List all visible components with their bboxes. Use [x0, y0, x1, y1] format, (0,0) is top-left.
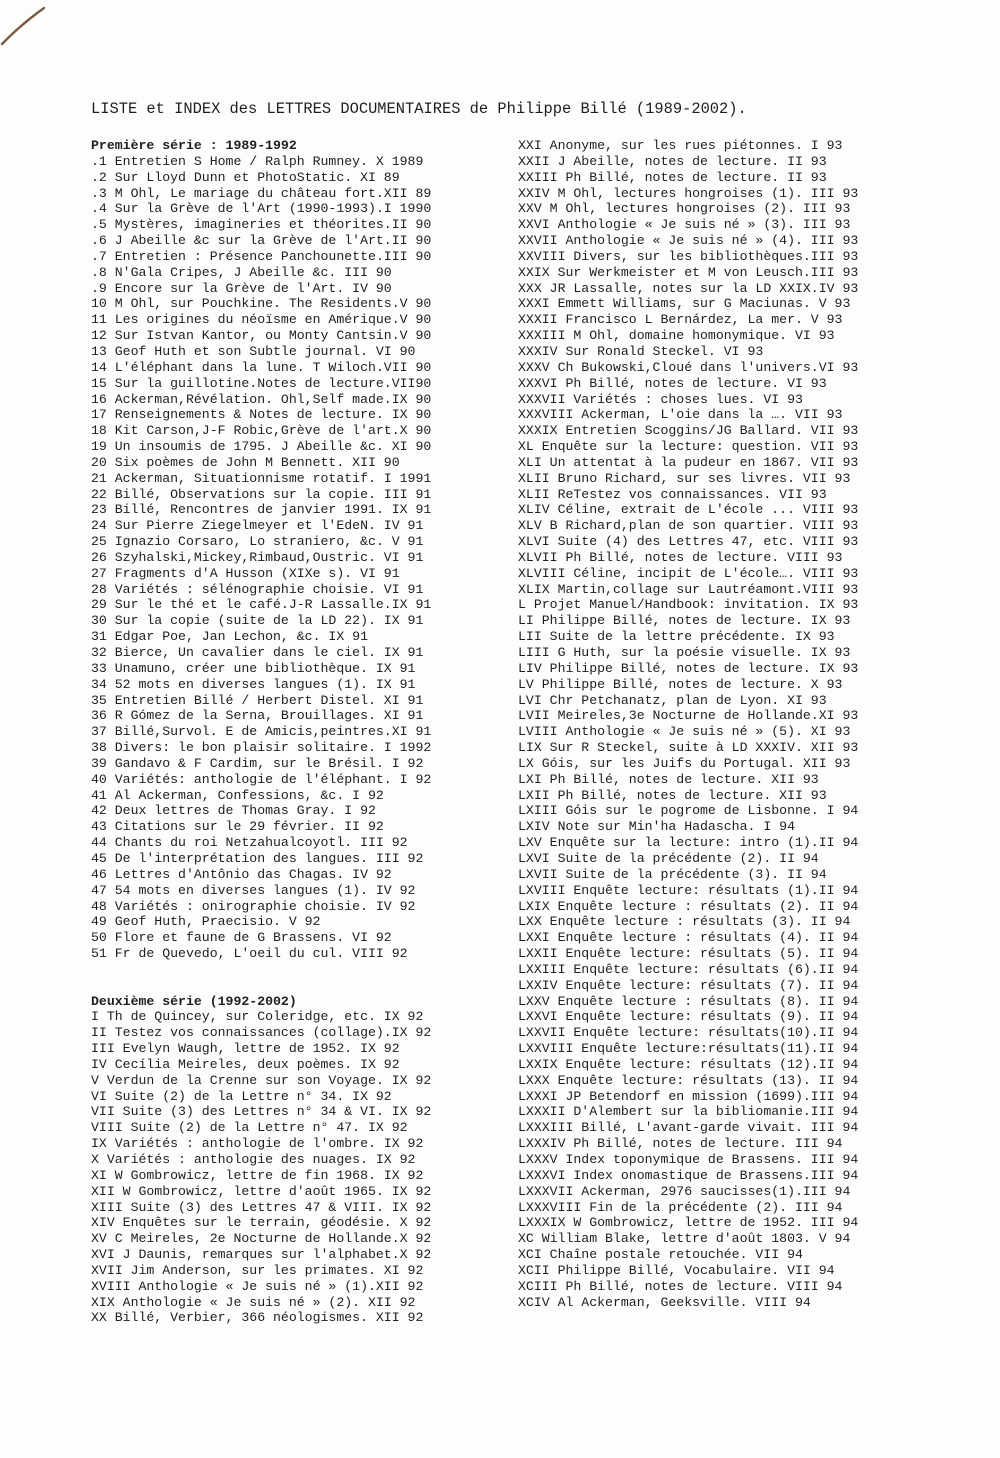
- list-item: 40 Variétés: anthologie de l'éléphant. I 92: [91, 771, 432, 787]
- list-item: LXIX Enquête lecture : résultats (2). II 94: [518, 898, 859, 914]
- list-item: XLI Un attentat à la pudeur en 1867. VII 93: [518, 454, 859, 470]
- list-item: 19 Un insoumis de 1795. J Abeille &c. XI 90: [91, 439, 432, 455]
- list-item: XI W Gombrowicz, lettre de fin 1968. IX 92: [91, 1167, 424, 1183]
- list-item: LXI Ph Billé, notes de lecture. XII 93: [518, 771, 819, 787]
- list-item: LXXXVII Ackerman, 2976 saucisses(1).III 94: [518, 1183, 851, 1199]
- section-gap: [91, 962, 491, 994]
- list-item: 15 Sur la guillotine.Notes de lecture.VII90: [91, 375, 432, 391]
- list-item: XXVI Anthologie « Je suis né » (3). III 93: [518, 217, 851, 233]
- list-item: IV Cecília Meireles, deux poèmes. IX 92: [91, 1056, 400, 1072]
- list-item: 43 Citations sur le 29 février. II 92: [91, 819, 384, 835]
- list-item: LXXII Enquête lecture: résultats (5). II 94: [518, 946, 859, 962]
- list-item: XLII Bruno Richard, sur ses livres. VII 93: [518, 470, 851, 486]
- list-item: 10 M Ohl, sur Pouchkine. The Residents.V 90: [91, 296, 432, 312]
- list-item: 27 Fragments d'A Husson (XIXe s). VI 91: [91, 565, 400, 581]
- list-item: XVII Jim Anderson, sur les primates. XI 92: [91, 1262, 424, 1278]
- list-item: LXVI Suite de la précédente (2). II 94: [518, 850, 819, 866]
- list-item: LIII G Huth, sur la poésie visuelle. IX 93: [518, 645, 851, 660]
- list-item: XXIII Ph Billé, notes de lecture. II 93: [518, 169, 827, 185]
- list-item: XXXVI Ph Billé, notes de lecture. VI 93: [518, 375, 827, 391]
- list-item: 17 Renseignements & Notes de lecture. IX 90: [91, 407, 432, 423]
- section-heading-series-2: Deuxième série (1992-2002): [91, 993, 297, 1009]
- list-item: 37 Billé,Survol. E de Amicis,peintres.XI 91: [91, 724, 432, 740]
- list-item: LXXXVI Index onomastique de Brassens.III 94: [518, 1167, 859, 1183]
- list-item: 50 Flore et faune de G Brassens. VI 92: [91, 930, 392, 946]
- list-item: LXXI Enquête lecture : résultats (4). II 94: [518, 930, 859, 946]
- list-item: .2 Sur Lloyd Dunn et PhotoStatic. XI 89: [91, 169, 400, 185]
- list-item: 38 Divers: le bon plaisir solitaire. I 1992: [91, 740, 432, 756]
- list-item: 29 Sur le thé et le café.J-R Lassalle.IX 91: [91, 597, 432, 613]
- list-item: 41 Al Ackerman, Confessions, &c. I 92: [91, 787, 384, 803]
- series-2-list-right: [518, 138, 988, 1310]
- list-item: LXIII Góis sur le pogrome de Lisbonne. I 94: [518, 803, 859, 819]
- list-item: 22 Billé, Observations sur la copie. III 91: [91, 486, 432, 502]
- list-item: XLVIII Céline, incipit de L'école…. VIII 93: [518, 565, 859, 581]
- list-item: XXI Anonyme, sur les rues piétonnes. I 93: [518, 138, 843, 153]
- list-item: III Evelyn Waugh, lettre de 1952. IX 92: [91, 1041, 400, 1057]
- list-item: 45 De l'interprétation des langues. III 92: [91, 850, 424, 866]
- list-item: X Variétés : anthologie des nuages. IX 92: [91, 1152, 416, 1167]
- list-item: .3 M Ohl, Le mariage du château fort.XII 89: [91, 185, 432, 201]
- list-item: I Th de Quincey, sur Coleridge, etc. IX 92: [91, 1009, 424, 1025]
- list-item: LXXXV Index toponymique de Brassens. III 94: [518, 1152, 859, 1167]
- list-item: LV Philippe Billé, notes de lecture. X 93: [518, 676, 843, 692]
- list-item: XXXIX Entretien Scoggins/JG Ballard. VII 93: [518, 423, 859, 439]
- list-item: XXXV Ch Bukowski,Cloué dans l'univers.VI 93: [518, 359, 859, 375]
- list-item: 12 Sur Istvan Kantor, ou Monty Cantsin.V 90: [91, 328, 432, 344]
- series-2-list-left: [91, 1009, 491, 1326]
- list-item: 48 Variétés : onirographie choisie. IV 92: [91, 898, 416, 914]
- list-item: XXIV M Ohl, lectures hongroises (1). III 93: [518, 185, 859, 201]
- list-item: LXVII Suite de la précédente (3). II 94: [518, 866, 827, 882]
- list-item: 44 Chants du roi Netzahualcoyotl. III 92: [91, 835, 408, 851]
- list-item: 46 Lettres d'Antônio das Chagas. IV 92: [91, 866, 392, 882]
- list-item: 16 Ackerman,Révélation. Ohl,Self made.IX 90: [91, 391, 432, 407]
- list-item: XIV Enquêtes sur le terrain, géodésie. X 92: [91, 1215, 432, 1231]
- left-column: [91, 138, 491, 1326]
- list-item: 34 52 mots en diverses langues (1). IX 91: [91, 676, 416, 692]
- list-item: LXXIX Enquête lecture: résultats (12).II 94: [518, 1056, 859, 1072]
- list-item: LXXIII Enquête lecture: résultats (6).II 94: [518, 961, 859, 977]
- list-item: 24 Sur Pierre Ziegelmeyer et l'EdeN. IV 91: [91, 518, 424, 534]
- list-item: .6 J Abeille &c sur la Grève de l'Art.II 90: [91, 233, 432, 249]
- list-item: LIV Philippe Billé, notes de lecture. IX 93: [518, 660, 859, 676]
- list-item: 47 54 mots en diverses langues (1). IV 92: [91, 882, 416, 898]
- list-item: 35 Entretien Billé / Herbert Distel. XI 91: [91, 692, 424, 708]
- list-item: 32 Bierce, Un cavalier dans le ciel. IX 91: [91, 645, 424, 660]
- list-item: LXXX Enquête lecture: résultats (13). II 94: [518, 1072, 859, 1088]
- list-item: XXXI Emmett Williams, sur G Maciunas. V 93: [518, 296, 851, 312]
- list-item: LXXXVIII Fin de la précédente (2). III 94: [518, 1199, 843, 1215]
- list-item: LXXVII Enquête lecture: résultats(10).II 94: [518, 1025, 859, 1041]
- list-item: LXXXIII Billé, L'avant-garde vivait. III 94: [518, 1120, 859, 1136]
- list-item: LXXXI JP Betendorf en mission (1699).III 94: [518, 1088, 859, 1104]
- list-item: LX Góis, sur les Juifs du Portugal. XII 93: [518, 755, 851, 771]
- section-heading-series-1: Première série : 1989-1992: [91, 138, 297, 153]
- list-item: XXXVII Variétés : choses lues. VI 93: [518, 391, 803, 407]
- list-item: V Verdun de la Crenne sur son Voyage. IX 92: [91, 1072, 432, 1088]
- list-item: XXXIII M Ohl, domaine homonymique. VI 93: [518, 328, 835, 344]
- list-item: 18 Kit Carson,J-F Robic,Grève de l'art.X 90: [91, 423, 432, 439]
- list-item: LI Philippe Billé, notes de lecture. IX 93: [518, 613, 851, 629]
- list-item: XIX Anthologie « Je suis né » (2). XII 92: [91, 1294, 416, 1310]
- list-item: 31 Edgar Poe, Jan Lechon, &c. IX 91: [91, 629, 368, 645]
- list-item: LXXVIII Enquête lecture:résultats(11).II 94: [518, 1041, 859, 1057]
- list-item: LXXXII D'Alembert sur la bibliomanie.III 94: [518, 1104, 859, 1120]
- list-item: LII Suite de la lettre précédente. IX 93: [518, 629, 835, 645]
- list-item: LVIII Anthologie « Je suis né » (5). XI 93: [518, 724, 851, 740]
- list-item: .1 Entretien S Home / Ralph Rumney. X 1989: [91, 153, 424, 169]
- list-item: LXXIV Enquête lecture: résultats (7). II 94: [518, 977, 859, 993]
- list-item: 28 Variétés : sélénographie choisie. VI 91: [91, 581, 424, 597]
- list-item: LVI Chr Petchanatz, plan de Lyon. XI 93: [518, 692, 827, 708]
- list-item: .7 Entretien : Présence Panchounette.III 90: [91, 248, 432, 264]
- list-item: 30 Sur la copie (suite de la LD 22). IX 91: [91, 613, 424, 629]
- list-item: LVII Meireles,3e Nocturne de Hollande.XI 93: [518, 708, 859, 724]
- list-item: 13 Geof Huth et son Subtle journal. VI 90: [91, 343, 416, 359]
- list-item: LXXV Enquête lecture : résultats (8). II 94: [518, 993, 859, 1009]
- list-item: LXXVI Enquête lecture: résultats (9). II 94: [518, 1009, 859, 1025]
- list-item: .8 N'Gala Cripes, J Abeille &c. III 90: [91, 264, 392, 280]
- list-item: 33 Unamuno, créer une bibliothèque. IX 91: [91, 660, 416, 676]
- list-item: LXII Ph Billé, notes de lecture. XII 93: [518, 787, 827, 803]
- list-item: XCII Philippe Billé, Vocabulaire. VII 94: [518, 1262, 835, 1278]
- list-item: XC William Blake, lettre d'août 1803. V 94: [518, 1231, 851, 1247]
- list-item: XXVII Anthologie « Je suis né » (4). III 93: [518, 233, 859, 249]
- list-item: 14 L'éléphant dans la lune. T Wiloch.VII 90: [91, 359, 432, 375]
- list-item: XLV B Richard,plan de son quartier. VIII 93: [518, 518, 859, 534]
- list-item: 21 Ackerman, Situationnisme rotatif. I 1991: [91, 470, 432, 486]
- list-item: 51 Fr de Quevedo, L'oeil du cul. VIII 92: [91, 946, 408, 962]
- list-item: XXV M Ohl, lectures hongroises (2). III 93: [518, 201, 851, 217]
- list-item: 49 Geof Huth, Praecisio. V 92: [91, 914, 321, 930]
- list-item: LXXXIV Ph Billé, notes de lecture. III 94: [518, 1136, 843, 1152]
- list-item: VI Suite (2) de la Lettre n° 34. IX 92: [91, 1088, 392, 1104]
- list-item: .4 Sur la Grève de l'Art (1990-1993).I 1990: [91, 201, 432, 217]
- list-item: XX Billé, Verbier, 366 néologismes. XII 92: [91, 1310, 424, 1326]
- list-item: XL Enquête sur la lecture: question. VII 93: [518, 439, 859, 455]
- list-item: LXVIII Enquête lecture: résultats (1).II 94: [518, 882, 859, 898]
- list-item: 25 Ignazio Corsaro, Lo straniero, &c. V 91: [91, 534, 424, 550]
- list-item: LXIV Note sur Min'ha Hadascha. I 94: [518, 819, 795, 835]
- list-item: 39 Gandavo & F Cardim, sur le Brésil. I 92: [91, 755, 424, 771]
- list-item: XCIV Al Ackerman, Geeksville. VIII 94: [518, 1294, 811, 1310]
- list-item: XLII ReTestez vos connaissances. VII 93: [518, 486, 827, 502]
- series-1-list: [91, 154, 491, 962]
- list-item: XCIII Ph Billé, notes de lecture. VIII 94: [518, 1278, 843, 1294]
- list-item: IX Variétés : anthologie de l'ombre. IX 92: [91, 1136, 424, 1152]
- list-item: XXXVIII Ackerman, L'oie dans la …. VII 93: [518, 407, 843, 423]
- list-item: XLIX Martin,collage sur Lautréamont.VIII 93: [518, 581, 859, 597]
- list-item: XII W Gombrowicz, lettre d'août 1965. IX 92: [91, 1183, 432, 1199]
- list-item: II Testez vos connaissances (collage).IX 92: [91, 1025, 432, 1041]
- list-item: 26 Szyhalski,Mickey,Rimbaud,Oustric. VI 91: [91, 549, 424, 565]
- list-item: L Projet Manuel/Handbook: invitation. IX 93: [518, 597, 859, 613]
- list-item: XLVI Suite (4) des Lettres 47, etc. VIII 93: [518, 534, 859, 550]
- document-title: LISTE et INDEX des LETTRES DOCUMENTAIRES de Philippe Billé (1989-2002).: [91, 100, 747, 118]
- list-item: XLIV Céline, extrait de L'école ... VIII 93: [518, 502, 859, 518]
- list-item: XVIII Anthologie « Je suis né » (1).XII 92: [91, 1278, 424, 1294]
- list-item: .9 Encore sur la Grève de l'Art. IV 90: [91, 280, 392, 296]
- list-item: 23 Billé, Rencontres de janvier 1991. IX 91: [91, 502, 432, 518]
- list-item: XCI Chaîne postale retouchée. VII 94: [518, 1247, 803, 1263]
- list-item: XV C Meireles, 2e Nocturne de Hollande.X 92: [91, 1231, 432, 1247]
- list-item: VIII Suite (2) de la Lettre n° 47. IX 92: [91, 1120, 408, 1136]
- list-item: XIII Suite (3) des Lettres 47 & VIII. IX 92: [91, 1199, 432, 1215]
- pen-mark-decoration: [0, 0, 50, 50]
- list-item: XLVII Ph Billé, notes de lecture. VIII 93: [518, 549, 843, 565]
- list-item: VII Suite (3) des Lettres n° 34 & VI. IX 92: [91, 1104, 432, 1120]
- list-item: 36 R Gómez de la Serna, Brouillages. XI 91: [91, 708, 424, 724]
- list-item: 42 Deux lettres de Thomas Gray. I 92: [91, 803, 376, 819]
- list-item: XVI J Daunis, remarques sur l'alphabet.X 92: [91, 1247, 432, 1263]
- list-item: XXX JR Lassalle, notes sur la LD XXIX.IV 93: [518, 280, 859, 296]
- list-item: LXV Enquête sur la lecture: intro (1).II 94: [518, 835, 859, 851]
- list-item: 20 Six poèmes de John M Bennett. XII 90: [91, 454, 400, 470]
- right-column: [518, 138, 988, 1310]
- list-item: XXVIII Divers, sur les bibliothèques.III 93: [518, 248, 859, 264]
- list-item: LXX Enquête lecture : résultats (3). II 94: [518, 914, 851, 930]
- list-item: LIX Sur R Steckel, suite à LD XXXIV. XII 93: [518, 740, 859, 756]
- list-item: XXXIV Sur Ronald Steckel. VI 93: [518, 343, 764, 359]
- list-item: 11 Les origines du néoïsme en Amérique.V 90: [91, 312, 432, 328]
- list-item: XXXII Francisco L Bernárdez, La mer. V 93: [518, 312, 843, 328]
- list-item: XXIX Sur Werkmeister et M von Leusch.III 93: [518, 264, 859, 280]
- list-item: XXII J Abeille, notes de lecture. II 93: [518, 153, 827, 169]
- list-item: LXXXIX W Gombrowicz, lettre de 1952. III 94: [518, 1215, 859, 1231]
- list-item: .5 Mystères, imagineries et théorites.II 90: [91, 217, 432, 233]
